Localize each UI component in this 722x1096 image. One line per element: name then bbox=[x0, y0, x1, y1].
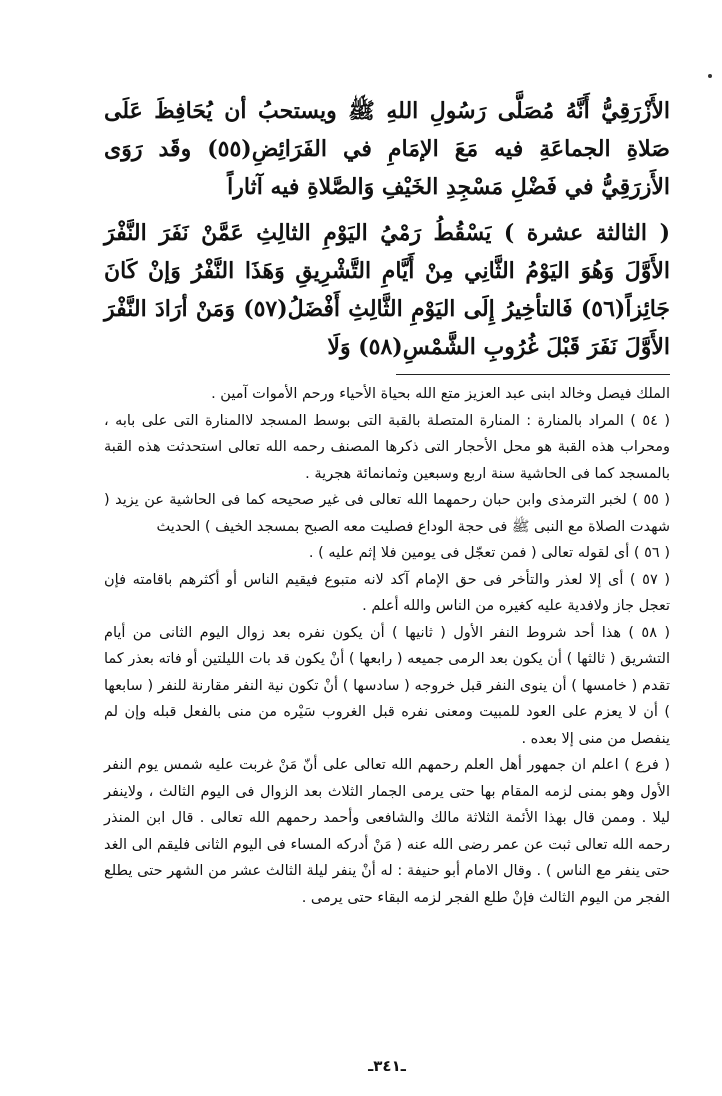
page-edge-mark bbox=[708, 74, 712, 78]
footnote-divider bbox=[396, 374, 670, 375]
footnote: ( ٥٤ ) المراد بالمنارة : المنارة المتصلة بالقبة التى بوسط المسجد لاالمنارة التى على بابه ، ومحراب هذه القبة هو محل الأحجار التى ذكرها المصنف رحمه الله تعالى استحدثت هذه القبة بالمسجد كما فى الحاشية سنة اربع وسبعين وثمانمائة هجرية . bbox=[104, 412, 670, 482]
main-text-block bbox=[104, 92, 670, 366]
footnote: الملك فيصل وخالد ابنى عبد العزيز متع الله بحياة الأحياء ورحم الأموات آمين . bbox=[211, 386, 670, 402]
book-page bbox=[104, 92, 670, 1082]
footnote: ( ٥٥ ) لخبر الترمذى وابن حبان رحمهما الله تعالى فى غير صحيحه كما فى الحاشية عن يزيد ( شهدت الصلاة مع النبى ﷺ فى حجة الوداع فصليت معه الصبح بمسجد الخيف ) الحديث bbox=[104, 492, 670, 535]
footnote: ( فرع ) اعلم ان جمهور أهل العلم رحمهم الله تعالى على أنّ مَنْ غربت عليه شمس يوم النفر الأول وهو بمنى لزمه المقام بها حتى يرمى الجمار الثلاث بعد الزوال فى اليوم الثالث ، ولاينفر ليلا . وممن قال بهذا الأئمة الثلاثة مالك والشافعى وأحمد رحمهم الله تعالى . قال ابن المنذر رحمه الله تعالى ثبت عن عمر رضى الله عنه ( مَنْ أدركه المساء فى اليوم الثانى فليقم الى الغد حتى ينفر مع الناس ) . وقال الامام أبو حنيفة : له أنْ ينفر ليلة الثالث عشر من الشهر حتى يطلع الفجر من اليوم الثالث فإنْ طلع الفجر لزمه البقاء حتى يرمى . bbox=[104, 757, 670, 906]
footnote: ( ٥٦ ) أى لقوله تعالى ( فمن تعجّل فى يومين فلا إثم عليه ) . bbox=[308, 545, 670, 561]
main-paragraph: ( الثالثة عشرة ) يَسْقُطُ رَمْيُ اليَوْمِ الثالِثِ عَمَّنْ نَفَرَ النَّفْرَ الأَوَّلَ وَهُوَ اليَوْمُ الثَّانِي مِنْ أَيَّامِ التَّشْرِيقِ وَهَذَا النَّفْرُ وَإنْ كَانَ جَائِزاً(٥٦) فَالتأخِيرُ إِلَى اليَوْمِ الثَّالِثِ أَفْضَلُ(٥٧) وَمَنْ أرَادَ النَّفْرَ الأَوَّلَ نَفَرَ قَبْلَ غُرُوبِ الشَّمْسِ(٥٨) وَلَا bbox=[104, 220, 670, 360]
footnotes-block bbox=[104, 381, 670, 911]
main-paragraph: الأَزْرَقِيُّ أَنَّهُ مُصَلَّى رَسُولِ اللهِ ﷺ ويستحبُ أن يُحَافِظَ عَلَى صَلاةِ الجماعَةِ فيه مَعَ الإمَامِ في الفَرَائِضِ(٥٥) وقَد رَوَى الأَزرَقِيُّ في فَضْلِ مَسْجِدِ الخَيْفِ وَالصَّلاةِ فيه آثاراً bbox=[104, 98, 670, 200]
footnote: ( ٥٨ ) هذا أحد شروط النفر الأول ( ثانيها ) أن يكون نفره بعد زوال اليوم الثانى من أيام التشريق ( ثالثها ) أن يكون بعد الرمى جميعه ( رابعها ) أنْ يكون قد بات الليلتين أو فاته بعذر كما تقدم ( خامسها ) أن ينوى النفر قبل خروجه ( سادسها ) أنْ تكون نية النفر مقارنة للنفر ( سابعها ) أن لا يعزم على العود للمبيت ومعنى نفره قبل الغروب سَيْره من منى بالفعل قبله وإن لم ينفصل من منى إلا بعده . bbox=[104, 624, 670, 747]
footnote: ( ٥٧ ) أى إلا لعذر والتأخر فى حق الإمام آكد لانه متبوع فيقيم الناس أو أكثرهم باقامته فإن تعجل جاز ولافدية عليه كغيره من الناس والله أعلم . bbox=[104, 571, 670, 614]
page-number: ـ٣٤١ـ bbox=[368, 1057, 406, 1075]
